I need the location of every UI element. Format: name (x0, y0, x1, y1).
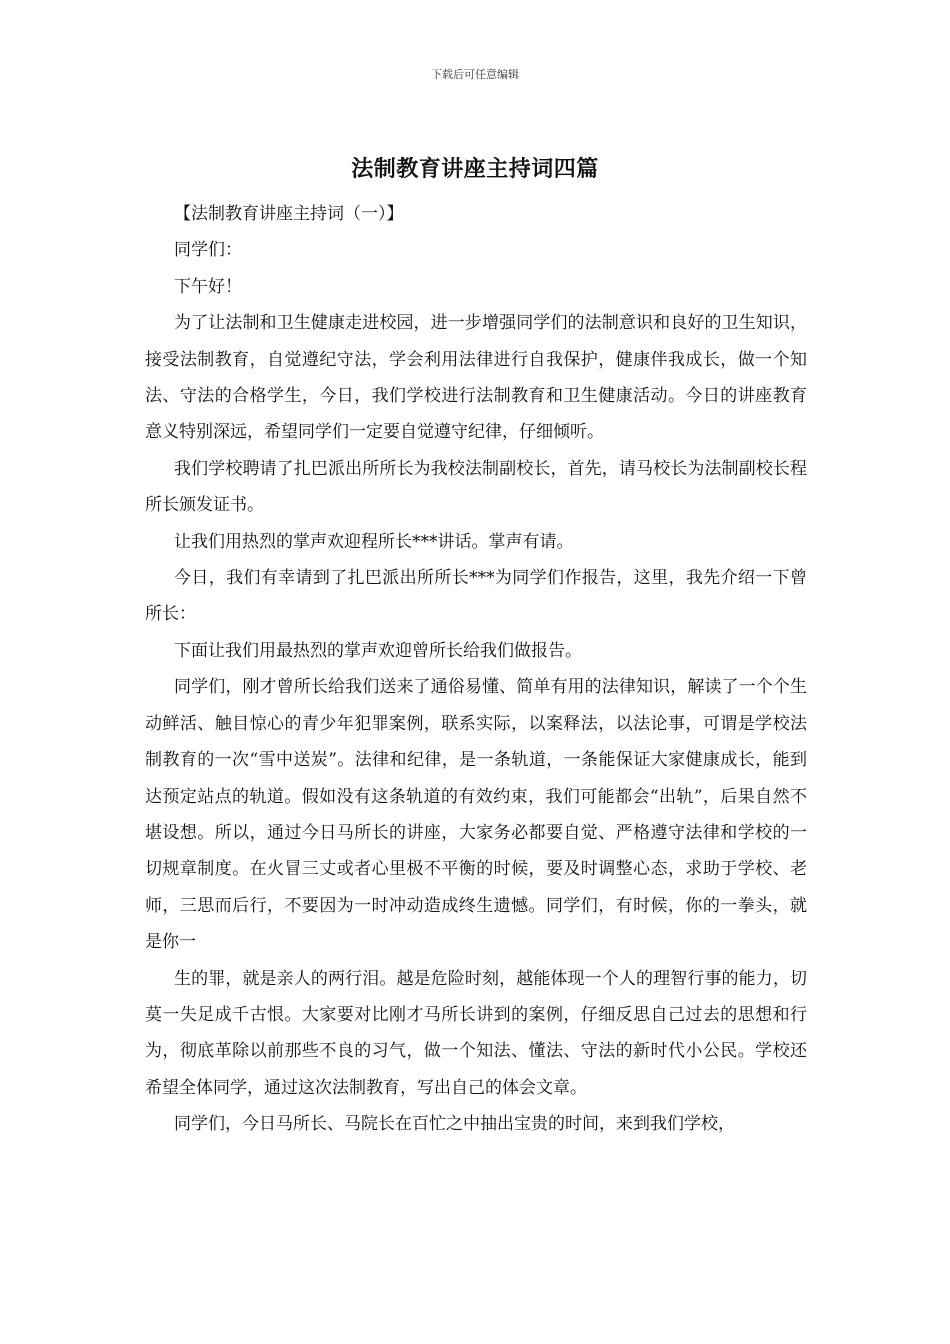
body-paragraph: 让我们用热烈的掌声欢迎程所长***讲话。掌声有请。 (174, 531, 574, 552)
greeting: 下午好！ (174, 276, 242, 297)
document-title: 法制教育讲座主持词四篇 (351, 156, 599, 182)
salutation: 同学们： (174, 240, 242, 261)
section-heading: 【法制教育讲座主持词（一）】 (174, 204, 404, 224)
body-paragraph: 生的罪，就是亲人的两行泪。越是危险时刻，越能体现一个人的理智行事的能力，切莫一失足成千古恨。大家要对比刚才马所长讲到的案例，仔细反思自己过去的思想和行为，彻底革除以前那些不良的习气，做一个知法、懂法、守法的新时代小公民。学校还希望全体同学，通过这次法制教育，写出自己的体会文章。 (145, 968, 807, 1098)
body-paragraph: 同学们，今日马所长、马院长在百忙之中抽出宝贵的时间，来到我们学校， (174, 1114, 735, 1135)
document-body (145, 196, 807, 1143)
body-paragraph: 我们学校聘请了扎巴派出所所长为我校法制副校长，首先，请马校长为法制副校长程所长颁发证书。 (145, 458, 807, 516)
page-header-note: 下载后可任意编辑 (431, 68, 519, 81)
body-paragraph: 同学们，刚才曾所长给我们送来了通俗易懂、简单有用的法律知识，解读了一个个生动鲜活、触目惊心的青少年犯罪案例，联系实际，以案释法，以法论事，可谓是学校法制教育的一次“雪中送炭”。法律和纪律，是一条轨道，一条能保证大家健康成长，能到达预定站点的轨道。假如没有这条轨道的有效约束，我们可能都会“出轨”，后果自然不堪设想。所以，通过今日马所长的讲座，大家务必都要自觉、严格遵守法律和学校的一切规章制度。在火冒三丈或者心里极不平衡的时候，要及时调整心态，求助于学校、老师，三思而后行，不要因为一时冲动造成终生遗憾。同学们，有时候，你的一拳头，就是你一 (145, 677, 807, 953)
body-paragraph: 下面让我们用最热烈的掌声欢迎曾所长给我们做报告。 (174, 640, 582, 661)
body-paragraph: 为了让法制和卫生健康走进校园，进一步增强同学们的法制意识和良好的卫生知识，接受法制教育，自觉遵纪守法，学会利用法律进行自我保护，健康伴我成长，做一个知法、守法的合格学生，今日，我们学校进行法制教育和卫生健康活动。今日的讲座教育意义特别深远，希望同学们一定要自觉遵守纪律，仔细倾听。 (145, 313, 807, 443)
body-paragraph: 今日，我们有幸请到了扎巴派出所所长***为同学们作报告，这里，我先介绍一下曾所长： (145, 568, 807, 625)
